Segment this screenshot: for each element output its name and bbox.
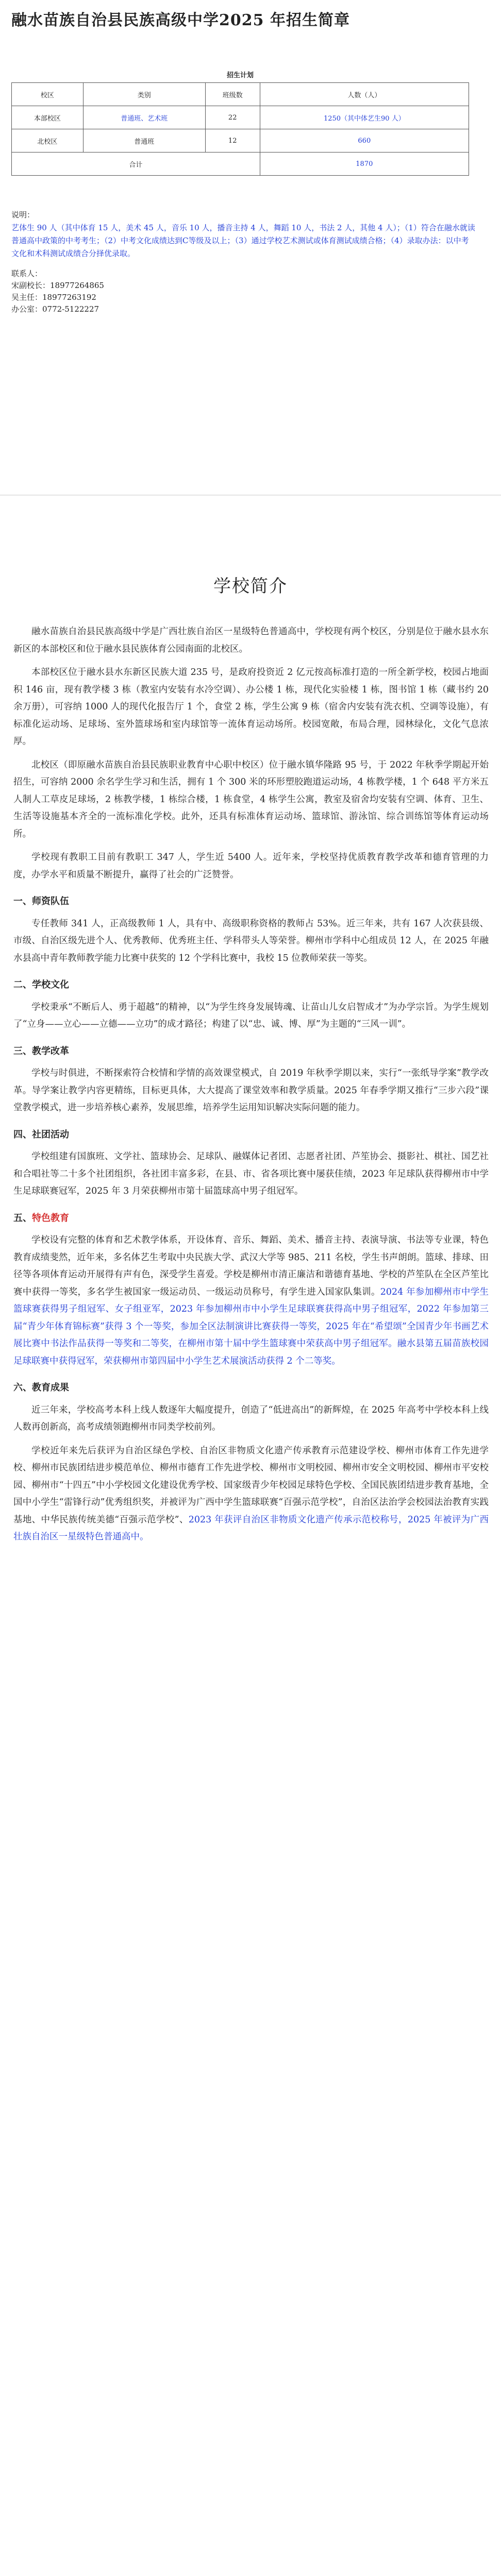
section-heading-outcome: 六、教育成果 [13, 1382, 69, 1393]
total-count: 1870 [260, 152, 469, 176]
column-header: 人数（人） [260, 83, 469, 106]
reform-paragraph: 学校与时俱进，不断探索符合校情和学情的高效课堂模式，自 2019 年秋季学期以来，实行“一张纸导学案”教学改革。导学案让教学内容更精练，目标更具体，大大提高了课堂效率和教学质量。2025 年春季学期又推行“三步六段”课堂教学模式，进一步培养核心素养，发展思维，培养学生运用知识解决实际问题的能力。 [13, 1068, 489, 1113]
heading-highlight: 特色教育 [32, 1212, 69, 1224]
contact-label: 联系人： [11, 269, 43, 278]
table-total-row [12, 152, 469, 176]
section-heading-reform: 三、教学改革 [13, 1045, 69, 1057]
honors-text: 学校近年来先后获评为自治区绿色学校、自治区非物质文化遗产传承教育示范建设学校、柳州市体育工作先进学校、柳州市民族团结进步模范单位、柳州市德育工作先进学校、柳州市文明校园、柳州市安全文明校园、柳州市平安校园、柳州市“十四五”中小学校园文化建设优秀学校、国家级青少年校园足球特色学校、全国民族团结进步教育基地，全国中小学生“雷锋行动”优秀组织奖，并被评为广西中学生篮球联赛“百强示范学校”，自治区法治学会校园法治教育实践基地、中华民族传统美德“百强示范学校”、 [13, 1445, 489, 1525]
section-heading-team: 一、师资队伍 [13, 896, 69, 907]
notes-label: 说明： [11, 210, 35, 219]
table-header-row [12, 83, 469, 106]
intro-title: 学校简介 [213, 576, 288, 597]
notes-text: 艺体生 90 人（其中体育 15 人，美术 45 人，音乐 10 人，播音主持 4 人，舞蹈 10 人，书法 2 人，其他 4 人）；（1）符合在融水就读普通高中政策的中考考生；（2）中考文化成绩达到C等级及以上；（3）通过学校艺术测试或体育测试成绩合格；（4）录取办法：以中考文化和术科测试成绩合分择优录取。 [11, 223, 475, 258]
section-heading-featured [13, 1210, 489, 1227]
heading-prefix: 五、 [13, 1212, 32, 1224]
table-row [12, 106, 469, 129]
featured-paragraph [13, 1232, 489, 1370]
team-paragraph: 专任教师 341 人，正高级教师 1 人，具有中、高级职称资格的教师占 53%。近三年来，共有 167 人次获县级、市级、自治区级先进个人、优秀教师、优秀班主任、学科带头人等荣誉。柳州市学科中心组成员 12 人，在 2025 年融水县高中青年教师教学能力比赛中获奖的 12 个学科比赛中，我校 15 位教师荣获一等奖。 [13, 918, 489, 963]
classes-cell: 12 [205, 129, 260, 152]
outcome-paragraph: 近三年来，学校高考本科上线人数逐年大幅度提升，创造了“低进高出”的新辉煌，在 2025 年高考中学校本科上线人数再创新高，高考成绩领跑柳州市同类学校前列。 [13, 1404, 489, 1432]
campus-cell: 本部校区 [12, 106, 84, 129]
column-header: 校区 [12, 83, 84, 106]
campus-cell: 北校区 [12, 129, 84, 152]
intro-paragraph: 融水苗族自治县民族高级中学是广西壮族自治区一星级特色普通高中，学校现有两个校区，分别是位于融水县水东新区的本部校区和位于融水县民族体育公园南面的北校区。 [13, 626, 489, 654]
total-label: 合计 [12, 152, 260, 176]
page-title: 融水苗族自治县民族高级中学2025 年招生简章 [11, 11, 350, 29]
table-row [12, 129, 469, 152]
contact-line: 宋副校长：18977264865 [11, 281, 104, 290]
count-cell: 1250（其中体艺生90 人） [260, 106, 469, 129]
column-header: 班级数 [205, 83, 260, 106]
clubs-paragraph: 学校组建有国旗班、文学社、篮球协会、足球队、融媒体记者团、志愿者社团、芦笙协会、摄影社、棋社、国艺社和合唱社等二十多个社团组织，各社团丰富多彩，在县、市、省各项比赛中屡获佳绩，2023 年足球队获得柳州市中学生足球联赛冠军，2025 年 3 月荣获柳州市第十届篮球高中男子组冠军。 [13, 1151, 489, 1196]
section-heading-clubs: 四、社团活动 [13, 1129, 69, 1140]
intro-paragraph: 本部校区位于融水县水东新区民族大道 235 号，是政府投资近 2 亿元按高标准打造的一所全新学校，校园占地面积 146 亩，现有教学楼 3 栋（教室内安装有水冷空调）、办公楼 1 栋，现代化实验楼 1 栋，图书馆 1 栋（藏书约 20 余万册），可容纳 1000 人的现代化报告厅 1 个，食堂 2 栋，学生公寓 9 栋（宿舍内安装有洗衣机、空调等设施），有标准化运动场、足球场、室外篮球场和室内球馆等一流体育运动场所。校园宽敞，布局合理，园林绿化，文化气息浓厚。 [13, 667, 489, 747]
intro-article [13, 623, 489, 1552]
contact-section [11, 268, 104, 315]
enrollment-plan [11, 70, 469, 176]
column-header: 类别 [83, 83, 205, 106]
featured-awards-text: 2024 年参加柳州市中学生篮球赛获得男子组冠军、女子组亚军，2023 年参加柳州市中小学生足球联赛获得高中男子组冠军，2022 年参加第三届“青少年体育锦标赛”获得 3 个一等奖，参加全区法制演讲比赛获得一等奖，2025 年在“希望颂”全国青少年书画艺术展比赛中书法作品获得一等奖和二等奖，在柳州市第十届中学生篮球赛中荣获高中男子组冠军。融水县第五届苗族校园足球联赛中获得冠军，荣获柳州市第四届中小学生艺术展演活动获得 2 个二等奖。 [13, 1286, 489, 1366]
section-heading-culture: 二、学校文化 [13, 979, 69, 990]
intro-paragraph: 北校区（即原融水苗族自治县民族职业教育中心职中校区）位于融水镇华隆路 95 号，于 2022 年秋季学期起开始招生，可容纳 2000 余名学生学习和生活，拥有 1 个 300 米的环形塑胶跑道运动场，4 栋教学楼，1 个 648 平方米五人制人工草皮足球场，2 栋教学楼，1 栋综合楼，1 栋食堂，4 栋学生公寓，教室及宿舍均安装有空调、体育、卫生、生活等设施基本齐全的一流标准化学校。此外，还具有标准体育运动场、篮球馆、游泳馆、综合训练馆等体育运动场所。 [13, 759, 489, 839]
classes-cell: 22 [205, 106, 260, 129]
plan-caption: 招生计划 [226, 72, 254, 79]
category-cell: 普通班 [83, 129, 205, 152]
notes-section [11, 209, 475, 260]
featured-text: 学校设有完整的体育和艺术教学体系，开设体育、音乐、舞蹈、美术、播音主持、表演导演、书法等专业课，特色教育成绩斐然，近年来，多名体艺生考取中央民族大学、武汉大学等 985、211 名校，学生书声朗朗。篮球、排球、田径等各项体育运动开展得有声有色，深受学生喜爱。学校是柳州市清正廉洁和谐德育基地、学校的芦笙队在全区芦笙比赛中获得一等奖，多名学生被国家一级运动员、一级运动员称号，有学生进入国家队集训。 [13, 1235, 489, 1297]
section-divider [0, 495, 501, 496]
enrollment-table [11, 82, 469, 176]
culture-paragraph: 学校秉承“不断后人、勇于超越”的精神，以“为学生终身发展铸魂、让苗山儿女启智成才”为办学宗旨。为学生规划了“立身——立心——立德——立功”的成才路径；构建了以“忠、诚、博、厚”为主题的“三风一训”。 [13, 1002, 489, 1029]
category-cell: 普通班、艺术班 [83, 106, 205, 129]
honors-paragraph [13, 1443, 489, 1546]
count-cell: 660 [260, 129, 469, 152]
contact-line: 办公室：0772-5122227 [11, 304, 99, 314]
intro-paragraph: 学校现有教职工目前有教职工 347 人，学生近 5400 人。近年来，学校坚持优质教育教学改革和德育管理的力度，办学水平和质量不断提升，赢得了社会的广泛赞誉。 [13, 852, 489, 880]
contact-line: 吴主任：18977263192 [11, 293, 96, 302]
honors-highlight-text: 2023 年获评自治区非物质文化遗产传承示范校称号，2025 年被评为广西壮族自治区一星级特色普通高中。 [13, 1514, 489, 1542]
